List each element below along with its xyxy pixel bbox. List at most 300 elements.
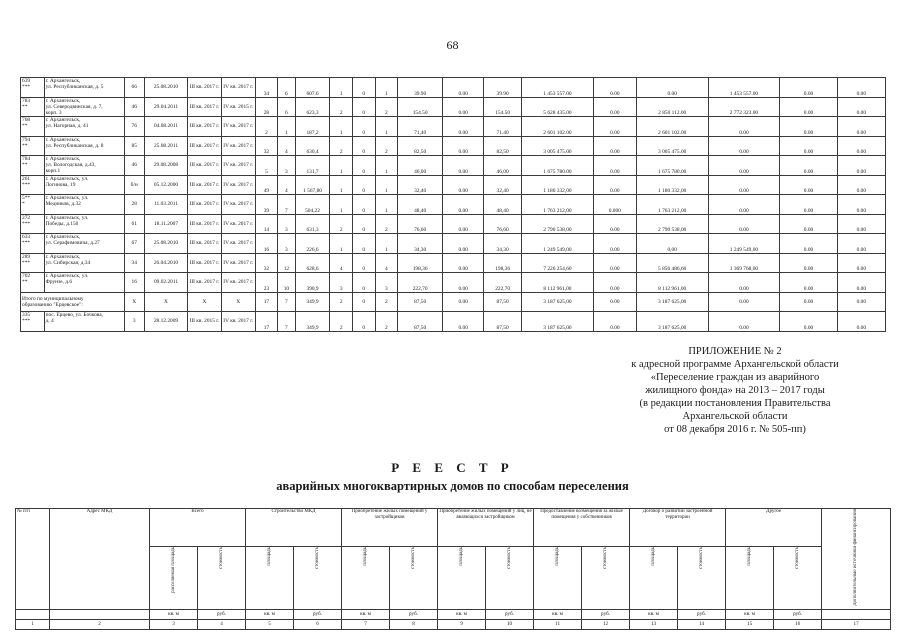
cell-c18: 0.00 <box>780 175 837 195</box>
table-row <box>21 175 886 195</box>
cell-c18: 0.00 <box>780 78 837 98</box>
cell-c7: 187,2 <box>295 117 330 137</box>
subtotal-label <box>21 292 125 312</box>
cell-c7: 631,3 <box>295 214 330 234</box>
cell-c6: 10 <box>278 273 295 293</box>
cell-c1: б/н <box>124 175 144 195</box>
row-id-note: *** <box>22 240 31 246</box>
row-id-note: *** <box>22 318 31 324</box>
cell-c10: 1 <box>375 234 398 254</box>
cell-c15: 0.00 <box>593 312 636 332</box>
cell-c1: 28 <box>124 195 144 215</box>
row-address <box>44 97 124 117</box>
cell-c18: 0.00 <box>780 273 837 293</box>
registry-subtitle: аварийных многоквартирных домов по способам переселения <box>276 479 629 493</box>
cell-c17: 0.00 <box>708 136 780 156</box>
row-id-number: 702 <box>22 273 31 279</box>
row-id <box>21 253 45 273</box>
cell-c13: 71.40 <box>484 117 522 137</box>
cell-c3: III кв. 2017 г. <box>188 136 222 156</box>
cell-c15: 0.00 <box>593 117 636 137</box>
row-id-number: 794 <box>22 136 31 143</box>
cell-c17: 0.00 <box>708 273 780 293</box>
header-sub-label: площадь <box>650 546 656 566</box>
cell-c11: 46,00 <box>398 156 443 176</box>
cell-c8: 2 <box>330 97 353 117</box>
header-sub-label: площадь <box>362 546 368 566</box>
row-address-line: г. Архангельск, ул. <box>45 175 89 182</box>
row-address <box>44 175 124 195</box>
cell-c10: 1 <box>375 117 398 137</box>
row-address-line: Медников, д.32 <box>45 201 81 207</box>
cell-c4: IV кв. 2017 г. <box>221 78 255 98</box>
cell-c12: 0.00 <box>443 117 484 137</box>
row-address-line: г. Архангельск, <box>45 97 81 104</box>
row-id <box>21 234 45 254</box>
header-row-groups <box>16 509 891 547</box>
cell-c1: 3 <box>124 312 144 332</box>
row-address <box>44 136 124 156</box>
header-sub <box>726 546 774 609</box>
cell-c19: 0.00 <box>837 136 885 156</box>
row-address <box>44 312 124 332</box>
cell-c10: 2 <box>375 292 398 312</box>
row-address-line: ул. Серафимовича, д.27 <box>45 240 100 246</box>
row-id <box>21 273 45 293</box>
row-address <box>44 156 124 176</box>
cell-c5: 14 <box>255 214 278 234</box>
header-sub-label: площадь <box>554 546 560 566</box>
cell-c9: 0 <box>353 136 376 156</box>
row-id-note: ** <box>22 123 28 129</box>
cell-c4: IV кв. 2017 г. <box>221 312 255 332</box>
row-address-line: г. Архангельск, <box>45 156 81 162</box>
cell-c8: 1 <box>330 117 353 137</box>
unit-cell: кв. м <box>630 609 678 619</box>
column-number: 4 <box>198 619 246 629</box>
cell-c11: 32,40 <box>398 175 443 195</box>
cell-c19: 0.00 <box>837 175 885 195</box>
cell-c5: 16 <box>255 234 278 254</box>
unit-cell: кв. м <box>534 609 582 619</box>
row-id <box>21 156 45 176</box>
cell-c11: 87,50 <box>398 292 443 312</box>
row-address <box>44 117 124 137</box>
header-sub <box>534 546 582 609</box>
cell-c17: 0.00 <box>708 195 780 215</box>
row-address-line: Логинова, 19 <box>45 181 76 188</box>
cell-c5: 2 <box>255 117 278 137</box>
column-number: 5 <box>246 619 294 629</box>
row-id-number: 261 <box>22 175 31 182</box>
cell-c13: 87,50 <box>484 312 522 332</box>
cell-c14: 7 226 254,60 <box>522 253 594 273</box>
row-id-number: 5** <box>22 195 31 201</box>
cell-c16: 3 187 625,00 <box>636 312 708 332</box>
cell-c14: 1 453 557.00 <box>522 78 594 98</box>
cell-c17: 1 453 557.00 <box>708 78 780 98</box>
cell-c7: 504,22 <box>295 195 330 215</box>
cell-c16: 0,00 <box>636 234 708 254</box>
cell-c1: 46 <box>124 97 144 117</box>
header-sub <box>246 546 294 609</box>
cell-c9: 0 <box>353 175 376 195</box>
cell-c13: 46,00 <box>484 156 522 176</box>
row-id-number: 784 <box>22 156 31 162</box>
subtotal-label-line: Итого по муниципальному <box>22 295 84 302</box>
cell-c14: 1 763 212,00 <box>522 195 594 215</box>
row-address <box>44 234 124 254</box>
cell-c9: 0 <box>353 234 376 254</box>
cell-c13: 198,36 <box>484 253 522 273</box>
cell-c7: 131,7 <box>295 156 330 176</box>
appendix-note <box>585 345 885 436</box>
cell-c13: 87,50 <box>484 292 522 312</box>
cell-c16: 2 790 538,00 <box>636 214 708 234</box>
cell-c12: 0.00 <box>443 156 484 176</box>
row-address <box>44 78 124 98</box>
cell-c1: 61 <box>124 214 144 234</box>
header-sub <box>198 546 246 609</box>
numbers-row <box>16 619 891 629</box>
cell-c3: III кв. 2017 г. <box>188 234 222 254</box>
row-id <box>21 97 45 117</box>
cell-c14: 2 790 538,00 <box>522 214 594 234</box>
cell-c19: 0.00 <box>837 195 885 215</box>
registry-title: Р Е Е С Т Р <box>391 460 514 475</box>
row-id-note: *** <box>22 259 31 266</box>
cell-c3: III кв. 2015 г. <box>188 312 222 332</box>
cell-c12: 0.00 <box>443 136 484 156</box>
cell-c12: 0.00 <box>443 234 484 254</box>
cell-c6: 1 <box>278 117 295 137</box>
header-sub <box>774 546 822 609</box>
header-no: № п/п <box>16 509 50 610</box>
cell-c2: 29.08.2008 <box>144 156 187 176</box>
cell-c3: III кв. 2017 г. <box>188 175 222 195</box>
cell-c2: 04.08.2011 <box>144 117 187 137</box>
table-row <box>21 253 886 273</box>
cell-c1: 16 <box>124 273 144 293</box>
cell-c17: 2 772 323.00 <box>708 97 780 117</box>
cell-c16: 3 187 625,00 <box>636 292 708 312</box>
cell-c9: 0 <box>353 78 376 98</box>
table-row <box>21 78 886 98</box>
header-group: Всего <box>150 509 246 547</box>
header-sub <box>678 546 726 609</box>
unit-cell: руб. <box>198 609 246 619</box>
cell-c6: 3 <box>278 156 295 176</box>
cell-c10: 2 <box>375 312 398 332</box>
unit-cell: кв. м <box>150 609 198 619</box>
table-row <box>21 97 886 117</box>
cell-c2: 25.08.2011 <box>144 136 187 156</box>
table-row <box>21 136 886 156</box>
cell-c10: 1 <box>375 156 398 176</box>
cell-c10: 4 <box>375 253 398 273</box>
row-id <box>21 117 45 137</box>
cell-c2: 26.04.2010 <box>144 253 187 273</box>
cell-c8: 2 <box>330 292 353 312</box>
cell-c15: 0.00 <box>593 156 636 176</box>
cell-c11: 198,36 <box>398 253 443 273</box>
cell-c15: 0.00 <box>593 136 636 156</box>
row-id-note: ** <box>22 142 28 149</box>
header-sub <box>438 546 486 609</box>
column-number: 16 <box>774 619 822 629</box>
cell-c1: 67 <box>124 234 144 254</box>
cell-c10: 2 <box>375 136 398 156</box>
cell-c13: 76,60 <box>484 214 522 234</box>
row-id-note: *** <box>22 181 31 188</box>
appendix-line: жилищного фонда» на 2013 – 2017 годы <box>645 385 825 396</box>
cell-c8: 1 <box>330 234 353 254</box>
cell-c19: 0.00 <box>837 214 885 234</box>
row-id-note: *** <box>22 220 31 227</box>
row-address-line: г. Архангельск, ул. <box>45 273 89 279</box>
header-group: Предоставление возмещения за жилые помещения у собственников <box>534 509 630 547</box>
cell-c14: 1 675 780.00 <box>522 156 594 176</box>
cell-c9: 0 <box>353 117 376 137</box>
row-address-line: д. 4 <box>45 318 54 324</box>
row-address-line: г. Архангельск, <box>45 253 81 260</box>
cell-c3: III кв. 2017 г. <box>188 78 222 98</box>
header-sub <box>486 546 534 609</box>
row-address <box>44 253 124 273</box>
unit-cell: кв. м <box>726 609 774 619</box>
column-number: 9 <box>438 619 486 629</box>
row-address-line: г. Архангельск, <box>45 136 81 143</box>
row-address-line: ул. Сибирская, д.34 <box>45 259 91 266</box>
cell-c19: 0.00 <box>837 234 885 254</box>
cell-c17: 0.00 <box>708 156 780 176</box>
row-address <box>44 214 124 234</box>
cell-c7: 1 567,80 <box>295 175 330 195</box>
cell-c11: 48,40 <box>398 195 443 215</box>
row-id-number: 783 <box>22 97 31 104</box>
row-address-line: Победы, д.150 <box>45 220 79 227</box>
appendix-line: от 08 декабря 2016 г. № 505-пп) <box>664 424 806 435</box>
cell-c2: 05.12.2000 <box>144 175 187 195</box>
cell-c5: 17 <box>255 312 278 332</box>
cell-c4: IV кв. 2017 г. <box>221 175 255 195</box>
units-empty <box>16 609 50 619</box>
cell-c1: 66 <box>124 78 144 98</box>
cell-c11: 222,70 <box>398 273 443 293</box>
row-address-line: ул. Республиканская, д. 5 <box>45 84 104 90</box>
cell-c4: IV кв. 2017 г. <box>221 253 255 273</box>
row-id <box>21 214 45 234</box>
table-row <box>21 156 886 176</box>
cell-c3: III кв. 2017 г. <box>188 214 222 234</box>
cell-c18: 0.00 <box>780 117 837 137</box>
cell-c4: IV кв. 2017 г. <box>221 214 255 234</box>
header-group: Другое <box>726 509 822 547</box>
row-address-line: г. Архангельск, <box>45 234 81 240</box>
table-row <box>21 312 886 332</box>
header-group: Приобретение жилых помещений у застройщиков <box>342 509 438 547</box>
row-id-note: *** <box>22 84 31 90</box>
cell-c17: 0.00 <box>708 292 780 312</box>
cell-c13: 48,40 <box>484 195 522 215</box>
cell-c6: 6 <box>278 97 295 117</box>
header-extra <box>822 509 891 610</box>
cell-c1: 46 <box>124 156 144 176</box>
column-number: 14 <box>678 619 726 629</box>
header-extra-label: Дополнительные источники финансирования <box>853 509 859 606</box>
header-address: Адрес МКД <box>50 509 150 610</box>
cell-c11: 87,50 <box>398 312 443 332</box>
cell-c17: 0.00 <box>708 312 780 332</box>
cell-c9: 0 <box>353 156 376 176</box>
cell-c14: 3 187 625,00 <box>522 312 594 332</box>
cell-c3: III кв. 2017 г. <box>188 195 222 215</box>
cell-c11: 71,40 <box>398 117 443 137</box>
cell-c12: 0.00 <box>443 78 484 98</box>
cell-c10: 1 <box>375 195 398 215</box>
cell-c16: 1 675 780.00 <box>636 156 708 176</box>
unit-cell: руб. <box>294 609 342 619</box>
cell-c19: 0.00 <box>837 156 885 176</box>
subtotal-row <box>21 292 886 312</box>
header-sub-label: стоимость <box>506 546 512 569</box>
cell-c2: 25.08.2010 <box>144 234 187 254</box>
cell-c12: 0.00 <box>443 292 484 312</box>
cell-c8: 2 <box>330 214 353 234</box>
table-row <box>21 214 886 234</box>
row-address-line: корп.1 <box>45 168 61 174</box>
header-sub-label: площадь <box>746 546 752 566</box>
row-address-line: г. Архангельск, <box>45 117 81 123</box>
unit-cell: руб. <box>486 609 534 619</box>
cell-c12: 0.00 <box>443 97 484 117</box>
cell-c14: 3 187 625,00 <box>522 292 594 312</box>
cell-c6: 3 <box>278 234 295 254</box>
cell-c4: IV кв. 2017 г. <box>221 273 255 293</box>
row-id <box>21 78 45 98</box>
housing-data-table <box>20 77 886 332</box>
cell-c3: X <box>188 292 222 312</box>
cell-c15: 0.00 <box>593 97 636 117</box>
header-sub <box>630 546 678 609</box>
appendix-line: (в редакции постановления Правительства <box>639 398 831 409</box>
cell-c7: 349,9 <box>295 292 330 312</box>
cell-c16: 5 856 486,60 <box>636 253 708 273</box>
cell-c16: 8 112 961,00 <box>636 273 708 293</box>
cell-c19: 0.00 <box>837 292 885 312</box>
unit-cell: руб. <box>582 609 630 619</box>
cell-c17: 1 369 768,00 <box>708 253 780 273</box>
cell-c16: 1 763 212,00 <box>636 195 708 215</box>
row-id <box>21 175 45 195</box>
cell-c6: 7 <box>278 292 295 312</box>
row-address-line: ул. Республиканская, д. 8 <box>45 142 104 149</box>
cell-c16: 3 005 475.00 <box>636 136 708 156</box>
cell-c13: 222,70 <box>484 273 522 293</box>
cell-c6: 3 <box>278 214 295 234</box>
cell-c9: 0 <box>353 195 376 215</box>
cell-c5: 28 <box>255 97 278 117</box>
cell-c2: X <box>144 292 187 312</box>
header-sub-label: стоимость <box>218 546 224 569</box>
row-id <box>21 195 45 215</box>
cell-c2: 09.02.2011 <box>144 273 187 293</box>
header-sub <box>294 546 342 609</box>
cell-c16: 2 850 112.00 <box>636 97 708 117</box>
header-sub-label: площадь <box>458 546 464 566</box>
cell-c13: 39.90 <box>484 78 522 98</box>
cell-c12: 0.00 <box>443 175 484 195</box>
cell-c19: 0.00 <box>837 78 885 98</box>
column-number: 13 <box>630 619 678 629</box>
cell-c15: 0.00 <box>593 273 636 293</box>
row-id-number: 633 <box>22 234 31 240</box>
cell-c6: 12 <box>278 253 295 273</box>
cell-c2: 29.04.2011 <box>144 97 187 117</box>
header-group: Приобретение жилых помещений у лиц, не являющихся застройщиком <box>438 509 534 547</box>
cell-c2: 25.08.2010 <box>144 78 187 98</box>
cell-c6: 6 <box>278 78 295 98</box>
cell-c3: III кв. 2017 г. <box>188 156 222 176</box>
table-row <box>21 195 886 215</box>
cell-c8: 1 <box>330 175 353 195</box>
cell-c1: 85 <box>124 136 144 156</box>
cell-c11: 154.50 <box>398 97 443 117</box>
cell-c10: 1 <box>375 175 398 195</box>
cell-c9: 0 <box>353 273 376 293</box>
cell-c7: 390,9 <box>295 273 330 293</box>
header-group: Строительство МКД <box>246 509 342 547</box>
cell-c9: 0 <box>353 214 376 234</box>
header-sub-label: стоимость <box>794 546 800 569</box>
header-sub-label: стоимость <box>698 546 704 569</box>
cell-c14: 3 005 475.00 <box>522 136 594 156</box>
cell-c5: 39 <box>255 195 278 215</box>
row-id-number: 272 <box>22 214 31 221</box>
cell-c5: 23 <box>255 273 278 293</box>
cell-c14: 1 249 549,00 <box>522 234 594 254</box>
header-sub <box>150 546 198 609</box>
cell-c12: 0.00 <box>443 195 484 215</box>
row-id-number: 639 <box>22 78 31 84</box>
table-row <box>21 117 886 137</box>
cell-c3: III кв. 2017 г. <box>188 253 222 273</box>
cell-c5: 32 <box>255 253 278 273</box>
cell-c18: 0.00 <box>780 214 837 234</box>
cell-c18: 0.00 <box>780 234 837 254</box>
cell-c12: 0.00 <box>443 253 484 273</box>
cell-c13: 82,50 <box>484 136 522 156</box>
units-row <box>16 609 891 619</box>
row-address-line: Фрунзе, д.6 <box>45 279 73 285</box>
appendix-line: ПРИЛОЖЕНИЕ № 2 <box>688 346 782 357</box>
cell-c14: 5 628 435.00 <box>522 97 594 117</box>
cell-c15: 0.000 <box>593 195 636 215</box>
column-number: 17 <box>822 619 891 629</box>
cell-c1: 76 <box>124 117 144 137</box>
cell-c7: 226,6 <box>295 234 330 254</box>
cell-c3: III кв. 2017 г. <box>188 97 222 117</box>
row-address-line: г. Архангельск, ул. <box>45 195 89 201</box>
cell-c4: IV кв. 2017 г. <box>221 136 255 156</box>
cell-c8: 1 <box>330 195 353 215</box>
header-sub <box>342 546 390 609</box>
subtotal-label-line: образованию "Ерцевское": <box>22 301 83 308</box>
cell-c1: 34 <box>124 253 144 273</box>
cell-c14: 2 601 102.00 <box>522 117 594 137</box>
row-address-line: г. Архангельск, ул. <box>45 214 89 221</box>
row-address-line: ул. Северодвинская, д. 7, <box>45 103 103 110</box>
